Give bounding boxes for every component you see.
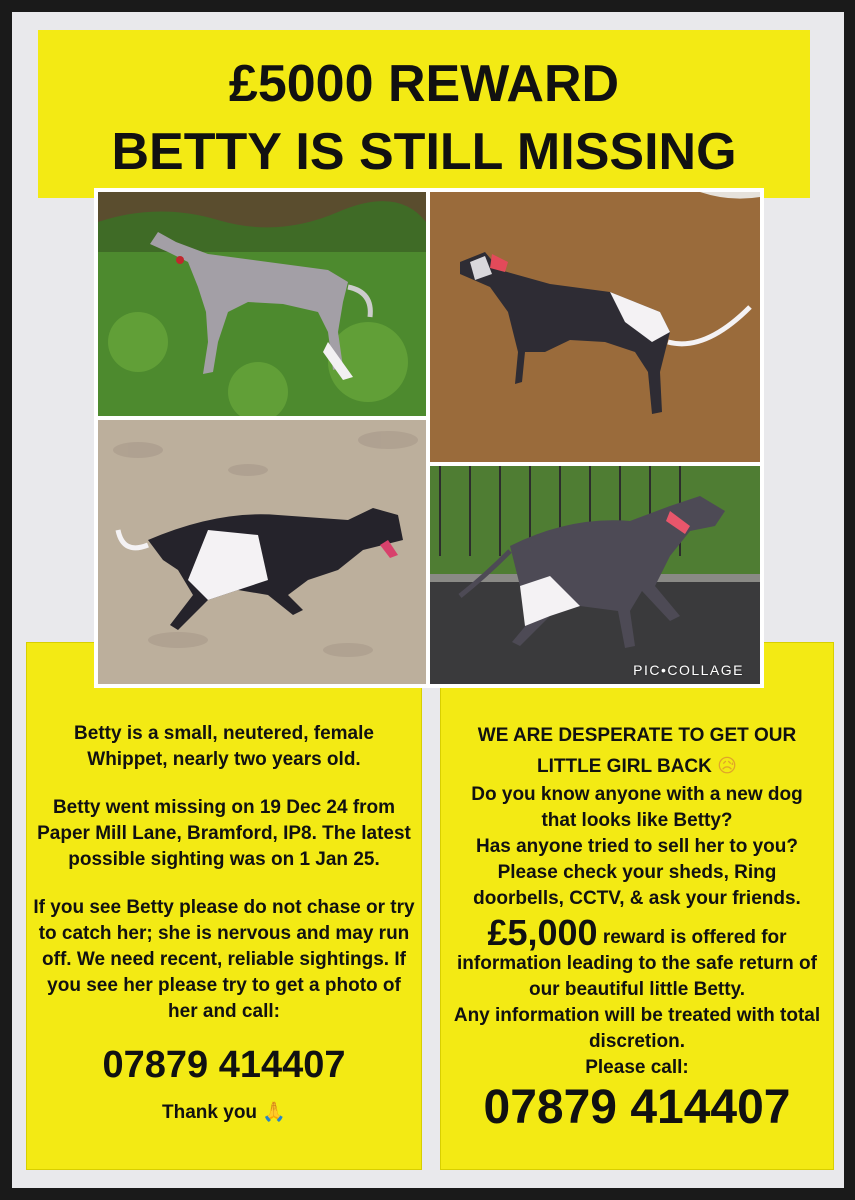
reward-offer: £5,000 reward is offered for — [487, 912, 787, 953]
desperate-heading: WE ARE DESPERATE TO GET OUR LITTLE GIRL BACK 😥 — [477, 725, 797, 777]
thank-you: Thank you 🙏 — [162, 1101, 286, 1123]
check-request: Please check your sheds, Ring doorbells, CCTV, & ask your friends. — [473, 862, 801, 909]
reward-details: information leading to the safe return of our beautiful little Betty. — [457, 953, 817, 1000]
sell-question: Has anyone tried to sell her to you? — [475, 836, 798, 857]
dog-description: Betty is a small, neutered, female Whippet, nearly two years old. — [74, 723, 374, 770]
sighting-instructions: If you see Betty please do not chase or try to catch her; she is nervous and may run off. We need recent, reliable sightings. If you see her please try to get a photo of her and call: — [33, 897, 415, 1022]
discretion-note: Any information will be treated with total discretion. — [453, 1005, 821, 1052]
collage-watermark: PIC•COLLAGE — [633, 662, 744, 678]
missing-details: Betty went missing on 19 Dec 24 from Paper Mill Lane, Bramford, IP8. The latest possible sighting was on 1 Jan 25. — [37, 797, 411, 870]
praying-hands-icon: 🙏 — [262, 1101, 286, 1123]
reward-header — [38, 30, 810, 198]
new-dog-question: Do you know anyone with a new dog that looks like Betty? — [471, 784, 803, 831]
photo-collage — [94, 188, 764, 688]
photo-path-pink-collar — [430, 466, 760, 684]
please-call: Please call: — [585, 1057, 689, 1078]
reward-amount: £5,000 — [487, 912, 598, 953]
photo-sand-red-collar — [430, 192, 760, 462]
photo-beach — [98, 420, 426, 684]
sad-face-icon: 😥 — [717, 755, 737, 777]
info-panel-left — [26, 642, 422, 1170]
photo-grass — [98, 192, 426, 416]
missing-dog-poster — [12, 12, 844, 1188]
missing-title: BETTY IS STILL MISSING — [111, 123, 737, 181]
info-panel-right — [440, 642, 834, 1170]
phone-number-left[interactable]: 07879 414407 — [102, 1044, 346, 1086]
phone-number-right[interactable]: 07879 414407 — [483, 1081, 791, 1134]
reward-title: £5000 REWARD — [228, 55, 620, 113]
